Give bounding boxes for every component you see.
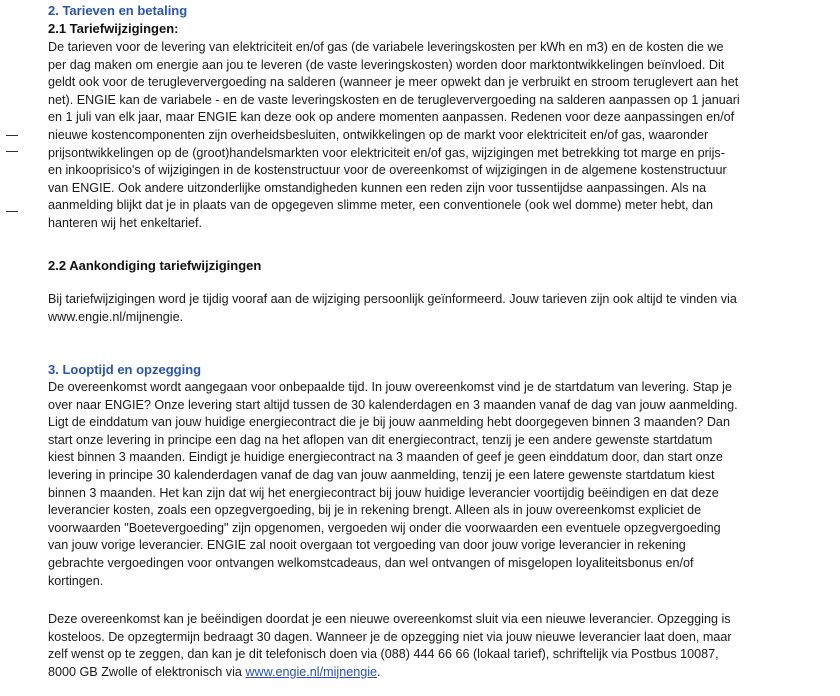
paragraph-line: kosteloos. De opzegtermijn bedraagt 30 dagen. Wanneer je de opzegging niet via jouw nieuwe leverancier laat doen, maar bbox=[48, 629, 732, 644]
subsection-2-2-title: 2.2 Aankondiging tariefwijzigingen bbox=[48, 258, 262, 273]
paragraph-line: binnen 3 maanden. Het kan zijn dat wij het energiecontract bij jouw huidige leverancier voortijdig beëindigen en dat deze bbox=[48, 485, 719, 500]
paragraph-line: Bij tariefwijzigingen word je tijdig vooraf aan de wijziging persoonlijk geïnformeerd. Jouw tarieven zijn ook altijd te vinden via bbox=[48, 292, 737, 306]
subsection-2-2-paragraph bbox=[48, 291, 832, 326]
paragraph-line: zelf wenst op te zeggen, dan kan je dit telefonisch doen via (088) 444 66 66 (lokaal tarief), schriftelijk via Postbus 10087, bbox=[48, 647, 719, 662]
subsection-2-1-title: 2.1 Tariefwijzigingen: bbox=[48, 21, 179, 36]
margin-mark bbox=[6, 135, 18, 136]
paragraph-line: gebrachte vergoedingen voor ontvangen welkomstcadeaus, dan wel ontvangen of misgelopen loyaliteitsbonus en/of bbox=[48, 555, 694, 570]
paragraph-line: aanmelding blijkt dat je in plaats van de opgegeven slimme meter, een conventionele (ook wel domme) meter hebt, dan bbox=[48, 198, 714, 213]
paragraph-line: kiest binnen 3 maanden. Eindigt je huidige energiecontract na 3 maanden of geef je geen einddatum door, dan start onze bbox=[48, 450, 723, 465]
section-2-title: 2. Tarieven en betaling bbox=[48, 3, 188, 18]
paragraph-line: en inkooprisico's of wijzigingen in de kostenstructuur voor de overeenkomst of wijzigingen in de algemene kostenstructuur bbox=[48, 163, 727, 178]
paragraph-line: per dag maken om energie aan jou te leveren (de vaste leveringskosten) worden door marktontwikkelingen beïnvloed. Dit bbox=[48, 57, 725, 72]
paragraph-line: start onze levering in principe een dag na het aflopen van dit energiecontract, tenzij je een andere gewenste startdatum bbox=[48, 432, 713, 447]
last-line-suffix: . bbox=[377, 664, 381, 679]
paragraph-line: Deze overeenkomst kan je beëindigen doordat je een nieuwe overeenkomst sluit via een nieuwe leverancier. Opzegging is bbox=[48, 612, 731, 626]
paragraph-line: over naar ENGIE? Onze levering start altijd tussen de 30 kalenderdagen en 3 maanden vanaf de dag van jouw aanmelding. bbox=[48, 397, 738, 412]
margin-mark bbox=[6, 211, 18, 212]
margin-mark bbox=[6, 151, 18, 152]
last-line-prefix: 8000 GB Zwolle of elektronisch via bbox=[48, 664, 246, 679]
paragraph-line: leverancier kosten, zoals een opzegvergoeding, bij je in rekening brengt. Alleen als in jouw overeenkomst expliciet de bbox=[48, 503, 702, 518]
subsection-2-1-paragraph bbox=[48, 39, 832, 233]
paragraph-line: De overeenkomst wordt aangegaan voor onbepaalde tijd. In jouw overeenkomst vind je de startdatum van levering. Stap je bbox=[48, 380, 732, 394]
paragraph-line: prijsontwikkelingen op de (groot)handelsmarkten voor elektriciteit en/of gas, wijzigingen met betrekking tot marge en prijs- bbox=[48, 145, 725, 160]
section-3-paragraph-1 bbox=[48, 379, 832, 590]
margin-marks bbox=[0, 0, 30, 696]
paragraph-line: levering in principe 30 kalenderdagen vanaf de dag van jouw aanmelding, tenzij je een latere gewenste startdatum kiest bbox=[48, 467, 715, 482]
paragraph-line: hanteren wij het enkeltarief. bbox=[48, 215, 203, 230]
paragraph-line: van jouw vorige leverancier. ENGIE zal nooit overgaan tot vergoeding van door jouw vorige leverancier in rekening bbox=[48, 538, 686, 553]
paragraph-line: geldt ook voor de terugleververgoeding na salderen (wanneer je meer opwekt dan je verbruikt en stroom teruglevert aan het bbox=[48, 75, 739, 90]
section-3-paragraph-2 bbox=[48, 611, 832, 681]
paragraph-line: kortingen. bbox=[48, 573, 104, 588]
paragraph-line: www.engie.nl/mijnengie. bbox=[48, 309, 184, 324]
paragraph-line: net). ENGIE kan de variabele - en de vaste leveringskosten en de terugleververgoeding na salderen aanpassen op 1 januari bbox=[48, 92, 740, 107]
mijnengie-link[interactable]: www.engie.nl/mijnengie bbox=[245, 664, 378, 679]
section-3-title: 3. Looptijd en opzegging bbox=[48, 362, 202, 377]
paragraph-last-line bbox=[48, 664, 832, 682]
paragraph-line: voorwaarden "Boetevergoeding" zijn opgenomen, vergoeden wij onder die voorwaarden een eventuele opzegvergoeding bbox=[48, 520, 721, 535]
paragraph-line: van ENGIE. Ook andere uitzonderlijke omstandigheden kunnen een reden zijn voor tussentijdse aanpassingen. Als na bbox=[48, 180, 707, 195]
paragraph-line: De tarieven voor de levering van elektriciteit en/of gas (de variabele leveringskosten per kWh en m3) en de kosten die we bbox=[48, 40, 724, 54]
paragraph-line: nieuwe kostencomponenten zijn overheidsbesluiten, ontwikkelingen op de markt voor elektriciteit en/of gas, waaronder bbox=[48, 127, 709, 142]
paragraph-line: Ligt de einddatum van jouw huidige energiecontract die je bij jouw aanmelding hebt doorgegeven binnen 3 maanden? Dan bbox=[48, 415, 730, 430]
paragraph-line: en 1 juli van elk jaar, maar ENGIE kan deze ook op andere momenten aanpassen. Redenen voor deze aanpassingen en/of bbox=[48, 110, 735, 125]
